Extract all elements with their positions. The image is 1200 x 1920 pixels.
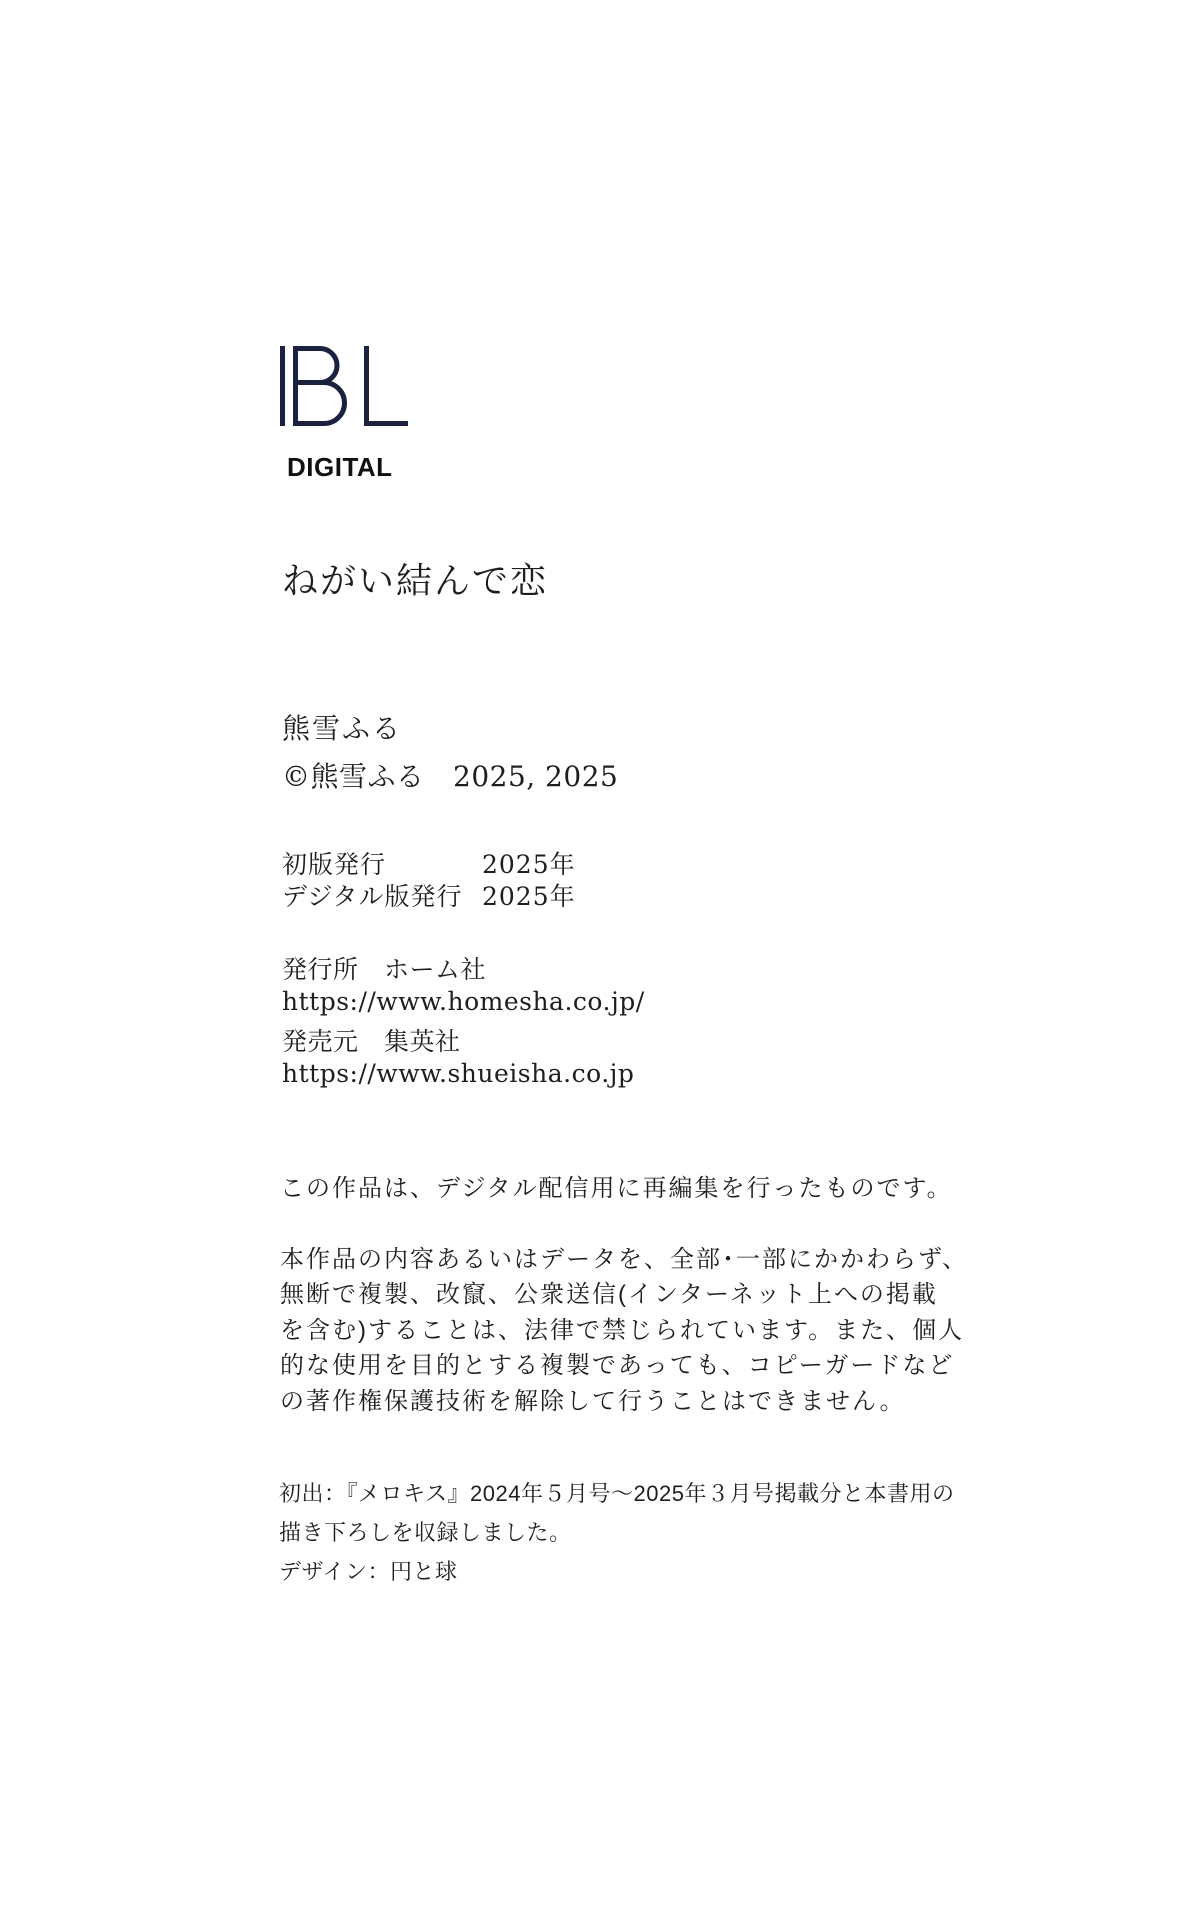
distributor-line: 発売元 集英社 [282, 1027, 461, 1056]
publisher-url: https://www.homesha.co.jp/ [282, 987, 645, 1016]
digital-edition-row [282, 877, 782, 909]
logo-text: DIGITAL [287, 452, 393, 482]
first-edition-label: 初版発行 [282, 850, 387, 879]
copyright-warning-line: 無断で複製、改竄、公衆送信(インターネット上への掲載 [280, 1281, 938, 1308]
copyright-notice: ©熊雪ふる 2025, 2025 [282, 760, 619, 793]
copyright-warning-line: 本作品の内容あるいはデータを、全部･一部にかかわらず、 [280, 1246, 969, 1273]
copyright-warning-line: を含む)することは、法律で禁じられています。また、個人 [280, 1317, 965, 1344]
first-edition-value: 2025年 [482, 850, 576, 879]
distributor-url: https://www.shueisha.co.jp [282, 1059, 635, 1088]
digital-edition-value: 2025年 [482, 882, 576, 911]
copyright-warning-line: 的な使用を目的とする複製であっても、コピーガードなど [280, 1352, 955, 1379]
first-appearance-credit: 初出：『メロキス』2024年５月号～2025年３月号掲載分と本書用の [279, 1481, 955, 1506]
digital-edition-label: デジタル版発行 [282, 882, 463, 911]
digital-edition-notice: この作品は、デジタル配信用に再編集を行ったものです。 [280, 1175, 953, 1202]
design-credit: デザイン：円と球 [279, 1559, 458, 1584]
first-edition-row [282, 845, 782, 877]
copyright-warning-line: の著作権保護技術を解除して行うことはできません。 [280, 1388, 906, 1415]
book-title: ねがい結んで恋 [282, 561, 549, 602]
bl-logo-mark [280, 346, 408, 426]
author-name: 熊雪ふる [282, 712, 403, 745]
first-appearance-credit-cont: 描き下ろしを収録しました。 [279, 1520, 572, 1545]
publisher-line: 発行所 ホーム社 [282, 955, 487, 984]
